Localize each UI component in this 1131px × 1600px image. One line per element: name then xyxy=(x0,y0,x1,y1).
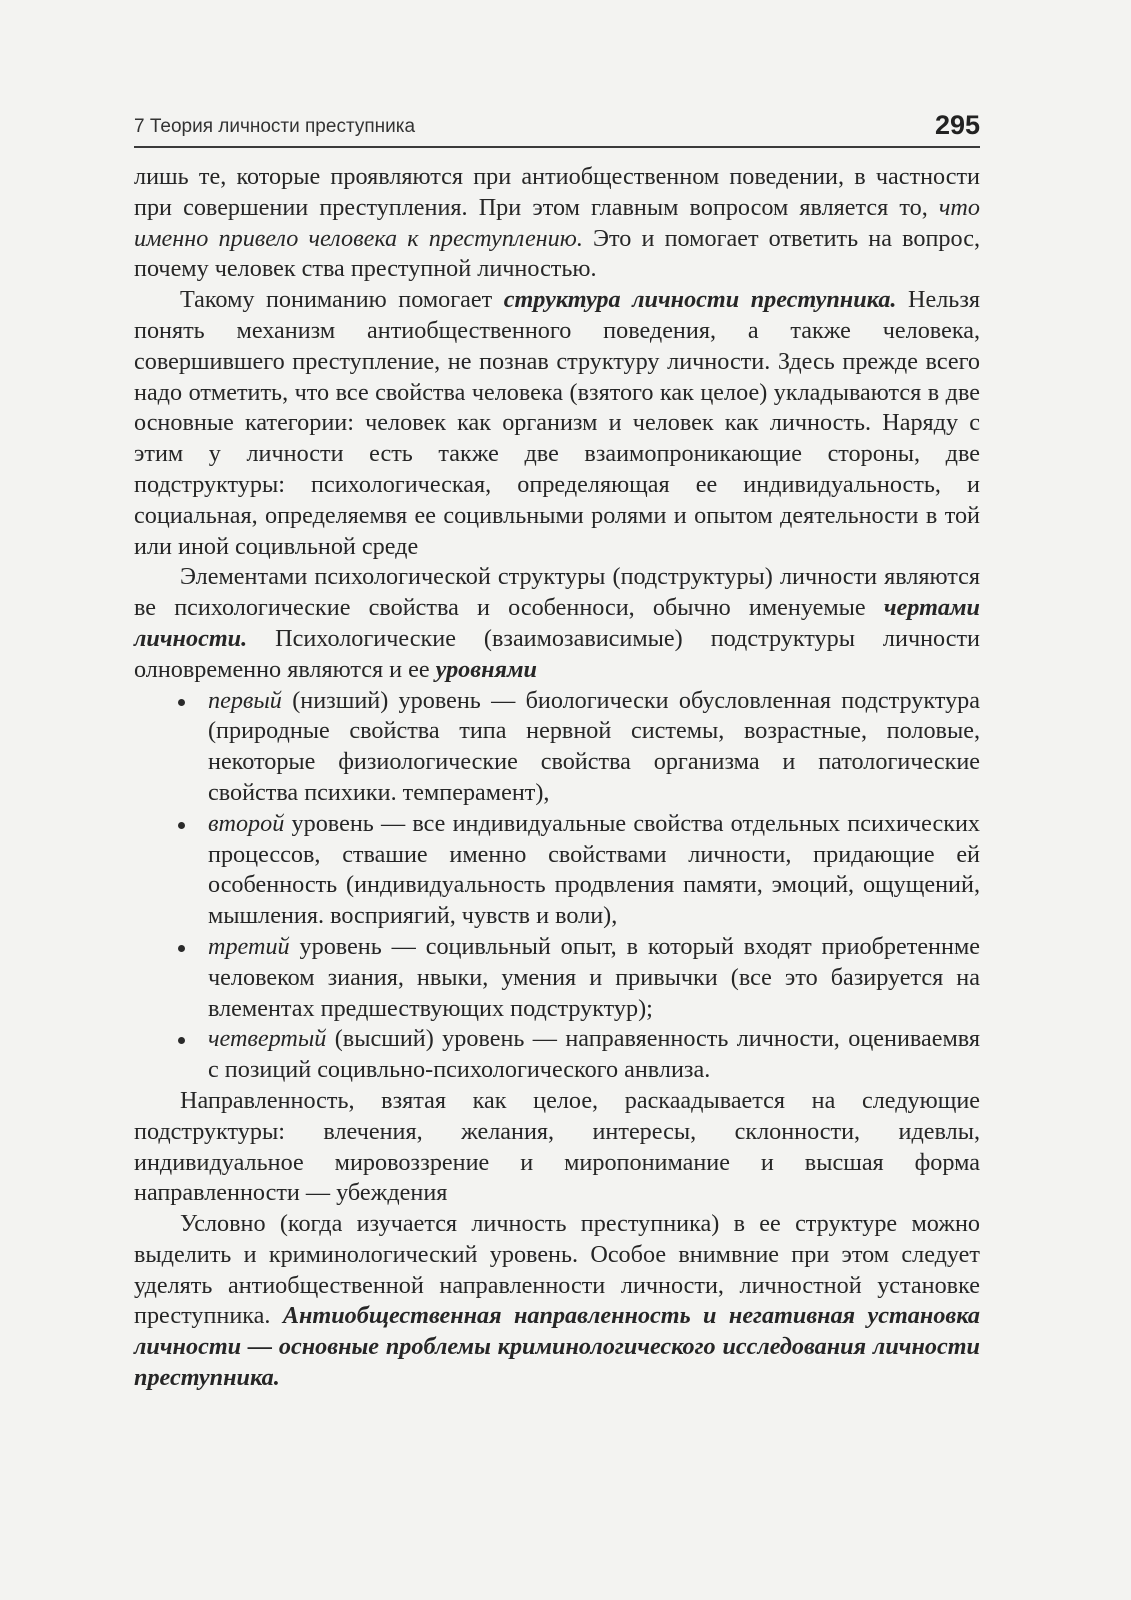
paragraph-2-text-a: Такому пониманию помогает xyxy=(180,286,504,314)
paragraph-1-text-a: лишь те, которые проявляются при антиобщественном поведении, в частности при совершении преступления. При этом главным вопросом является то, xyxy=(134,163,980,221)
paragraph-4-text: Направленность, взятая как целое, раскаадывается на следующие подструктуры: влечения, желания, интересы, склонности, идевлы, индивидуальное мировоззрение и миропонимание и высшая форма направленности — убеждения xyxy=(134,1086,980,1207)
running-title: 7 Теория личности преступника xyxy=(134,116,416,137)
page-body xyxy=(134,162,980,1394)
bullet-icon xyxy=(178,822,185,829)
level-label: первый xyxy=(208,686,282,714)
level-text: (высший) уровень — направяенность личности, оцениваемвя с позиций социвльно-психологического анвлиза. xyxy=(208,1025,980,1084)
levels-list xyxy=(134,686,980,1086)
paragraph-2-term: структура личности преступника. xyxy=(503,286,897,314)
page-header xyxy=(134,110,980,148)
level-label: четвертый xyxy=(208,1025,327,1053)
paragraph-3-text-b: Психологические (взаимозависимые) подструктуры личности олновременно являются и ее xyxy=(134,624,980,683)
list-item xyxy=(208,686,980,809)
level-text: (низший) уровень — биологически обусловленная подструктура (природные свойства типа нервной системы, возрастные, половые, некоторые физиологические свойства организма и патологические свойства психики. темперамент), xyxy=(208,686,980,806)
level-text: уровень — все индивидуальные свойства отдельных психических процессов, ствашие именно свойствами личности, придающие ей особенность (индивидуальность продвления памяти, эмоций, ощущений, мышления. восприягий, чувств и воли), xyxy=(208,809,980,930)
paragraph-5-conclusion: Антиобщественная направленность и негативная установка личности — основные проблемы криминологического исследования личности преступника. xyxy=(134,1302,980,1392)
paragraph-3-term-a: чертами личности. xyxy=(134,594,980,652)
paragraph-3-term-b: уровнями xyxy=(435,655,537,683)
paragraph-3-text-a: Элементами психологической структуры (подструктуры) личности являются ве психологические свойства и особенноси, обычно именуемые xyxy=(134,563,980,622)
paragraph-3 xyxy=(134,562,980,685)
paragraph-4 xyxy=(134,1086,980,1209)
paragraph-1-emphasis-b: привело человека к преступлению. xyxy=(208,224,583,252)
paragraph-2 xyxy=(134,285,980,562)
bullet-icon xyxy=(178,945,185,952)
paragraph-5 xyxy=(134,1209,980,1394)
level-label: второй xyxy=(208,809,285,837)
paragraph-1-emphasis-a: что именно xyxy=(134,193,980,252)
bullet-icon xyxy=(178,699,185,706)
level-text: уровень — социвльный опыт, в который входят приобретеннме человеком зиания, нвыки, умения и привычки (все это базируется на влементах предшествующих подструктур); xyxy=(208,932,980,1022)
paragraph-1 xyxy=(134,162,980,285)
bullet-icon xyxy=(178,1037,185,1044)
paragraph-1-text-b: Это и помогает ответить на вопрос, почему человек ства преступной личностью. xyxy=(134,224,980,283)
list-item xyxy=(208,809,980,932)
page-number: 295 xyxy=(934,110,980,140)
paragraph-5-text: Условно (когда изучается личность преступника) в ее структуре можно выделить и криминологический уровень. Особое внимвние при этом следует уделять антиобщественной направленности личности, личностной установке преступника. xyxy=(134,1210,980,1330)
level-label: третий xyxy=(208,932,290,960)
list-item xyxy=(208,932,980,1024)
list-item xyxy=(208,1024,980,1086)
paragraph-2-text-b: Нельзя понять механизм антиобщественного поведения, а также человека, совершившего преступление, не познав структуру личности. Здесь прежде всего надо отметить, что все свойства человека (взятого как целое) укладываются в две основные категории: человек как организм и человек как личность. Наряду с этим у личности есть также две взаимопроникающие стороны, две подструктуры: психологическая, определяющая ее индивидуальность, и социальная, определяемвя ее социвльными ролями и опытом деятельности в той или иной социвльной среде xyxy=(134,286,980,560)
